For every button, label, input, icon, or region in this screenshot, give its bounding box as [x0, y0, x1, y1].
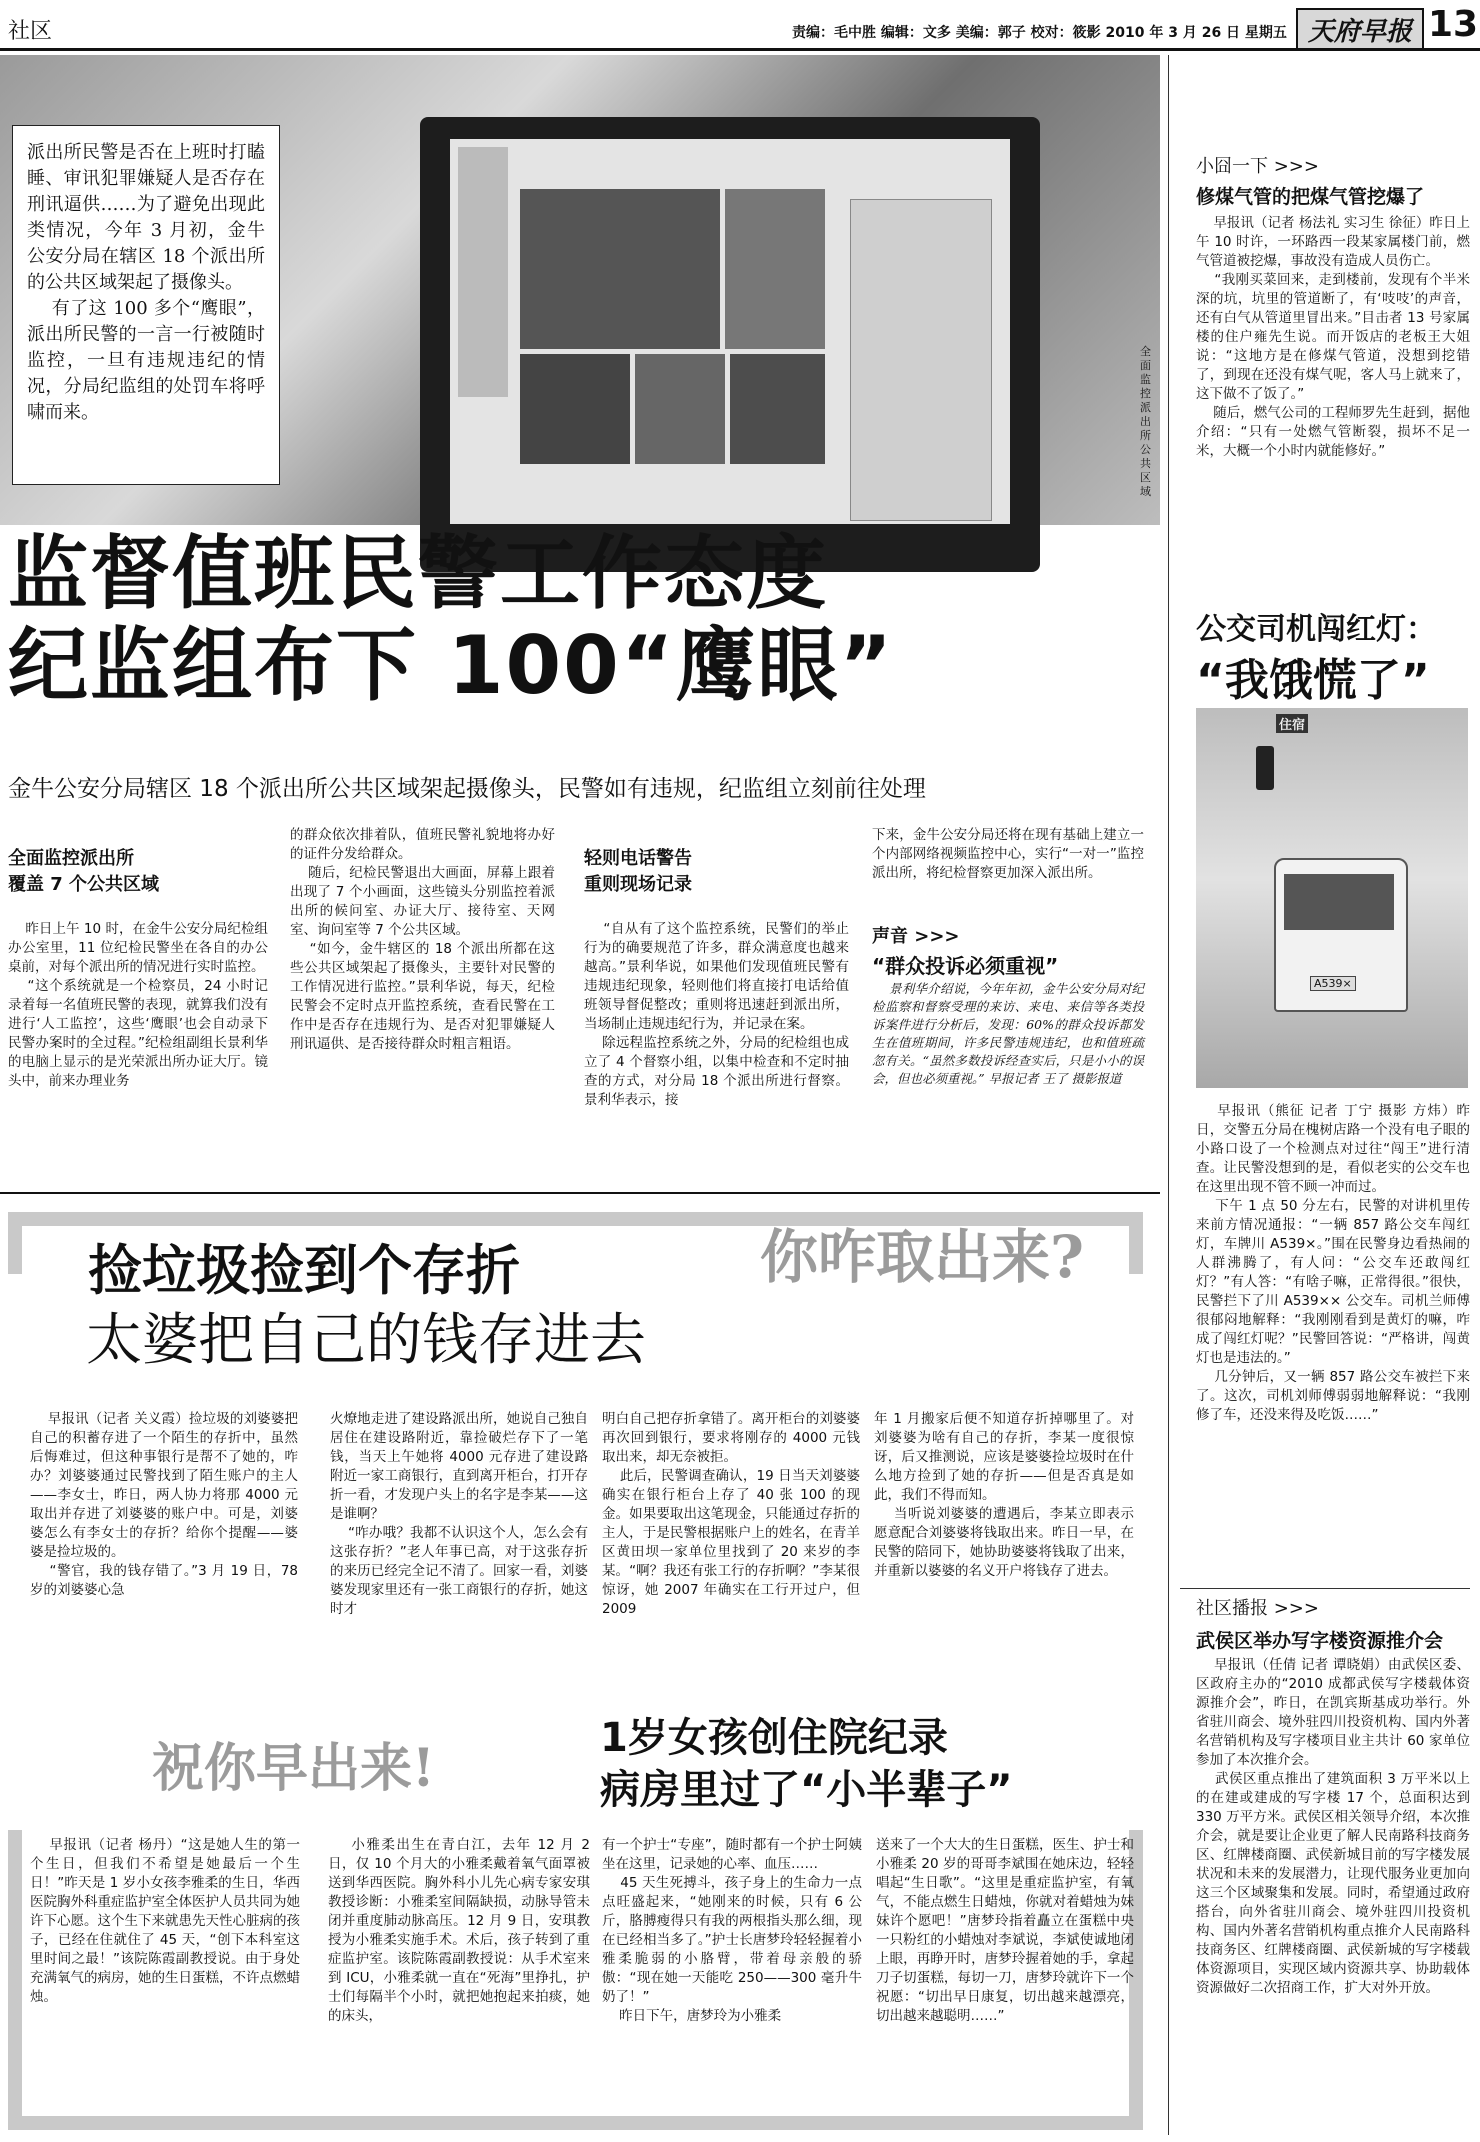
traffic-light [1256, 746, 1274, 790]
story3-ghost: 祝你早出来! [152, 1738, 435, 1799]
bus-image [1274, 858, 1408, 1012]
story3-col-4: 送来了一个大大的生日蛋糕，医生、护士和小雅柔 20 岁的哥哥李斌围在她床边，轻轻唱起“生日歌”。“这里是重症监护室，有氧气，不能点燃生日蜡烛，你就对着蜡烛为妹妹许个愿吧！”唐梦玲指着矗立在蛋糕中央一只粉红的小蜡烛对李斌说，李斌使诚地闭上眼，再睁开时，唐梦玲握着她的手，拿起刀子切蛋糕，每切一刀，唐梦玲就许下一个祝愿：“切出早日康复，切出越来越漂亮，切出越来越聪明……” [876, 1837, 1134, 2024]
logo-text: 天府早报 [1307, 16, 1412, 47]
sidebar-item-label-3: 社区播报 >>> [1196, 1598, 1319, 1619]
story3-col-2: 小雅柔出生在青白江，去年 12 月 2 日，仅 10 个月大的小雅柔戴着氧气面罩被送到华西医院。胸外科小儿先心病专家安琪教授诊断：小雅柔室间隔缺损，动脉导管未闭并重度肺动脉高压。12 月 9 日，安琪教授为小雅柔实施手术。术后，孩子转到了重症监护室。该院陈霞副教授说：从手术室来到 ICU，小雅柔就一直在“死海”里挣扎，护士们每隔半个小时，就把她抱起来拍痰，她的床头， [328, 1837, 595, 2024]
sidebar-title-2a: 公交司机闯红灯： [1196, 612, 1436, 647]
section-title-2: 轻则电话警告 重则现场记录 [584, 848, 692, 895]
lead-headline-2: 纪监组布下 100“鹰眼” [8, 619, 894, 712]
callout-text: 派出所民警是否在上班时打瞌睡、审讯犯罪嫌疑人是否存在刑讯逼供……为了避免出现此类情况，今年 3 月初，金牛公安分局在辖区 18 个派出所的公共区域架起了摄像头。 有了这 100 多个“鹰眼”，派出所民警的一言一行被随时监控，一旦有违规违纪的情况，分局纪监组的处罚车将呼啸而来。 [27, 142, 265, 423]
story2-col-3: 明白自己把存折拿错了。离开柜台的刘婆婆再次回到银行，要求将刚存的 4000 元钱取出来，却无奈被拒。 此后，民警调查确认，19 日当天刘婆婆确实在银行柜台上存了 40 张 100 的现金。如果要取出这笔现金，只能通过存折的主人，于是民警根据账户上的姓名，在青羊区黄田坝一家单位里找到了 20 来岁的李某。“啊？我还有张工行的存折啊？”李某很惊讶，她 2007 年确实在工行开过户，但 2009 [602, 1411, 860, 1617]
sidebar-text-3: 早报讯（任倩 记者 谭晓娟）由武侯区委、区政府主办的“2010 成都武侯写字楼载体资源推介会”，昨日，在凯宾斯基成功举行。外省驻川商会、境外驻四川投资机构、国内外著名营销机构及写字楼项目业主共计 60 家单位参加了本次推介会。 武侯区重点推出了建筑面积 3 万平米以上的在建或建成的写字楼 17 个，总面积达到 330 万平方米。武侯区相关领导介绍，本次推介会，就是要让企业更了解人民南路科技商务区、红牌楼商圈、武侯新城目前的写字楼发展状况和未来的发展潜力，让现代服务业更加向这三个区域聚集和发展。同时，希望通过政府搭台，向外省驻川商会、境外驻四川投资机构、国内外著名营销机构重点推介人民南路科技商务区、红牌楼商圈、武侯新城的写字楼载体资源项目，实现区域内资源共享、协助载体资源做好二次招商工作，扩大对外开放。 [1196, 1657, 1470, 1996]
bus-plate: A539× [1310, 976, 1356, 991]
lead-col-4: 下来，金牛公安分局还将在现有基础上建立一个内部网络视频监控中心，实行“一对一”监控派出所，将纪检督察更加深入派出所。 [872, 827, 1144, 881]
story2-col-4: 年 1 月搬家后便不知道存折掉哪里了。对刘婆婆为啥有自己的存折，李某一度很惊讶，后又推测说，应该是婆婆捡垃圾时在什么地方捡到了她的存折——但是否真是如此，我们不得而知。 当听说刘婆婆的遭遇后，李某立即表示愿意配合刘婆婆将钱取出来。昨日一早，在民警的陪同下，她协助婆婆将钱取了出来，并重新以婆婆的名义开户将钱存了进去。 [874, 1411, 1135, 1579]
sidebar-divider [1180, 1588, 1470, 1589]
story2-col-2: 火燎地走进了建设路派出所，她说自己独自居住在建设路附近，靠捡破烂存下了一笔钱，当天上午她将 4000 元存进了建设路附近一家工商银行，直到离开柜台，打开存折一看，才发现户头上的名字是李某——这是谁啊？ “咋办哦？我都不认识这个人，怎么会有这张存折？”老人年事已高，对于这张存折的来历已经完全记不清了。回家一看，刘婆婆发现家里还有一张工商银行的存折，她这时才 [330, 1411, 588, 1617]
sidebar-text-1: 早报讯（记者 杨法礼 实习生 徐征）昨日上午 10 时许，一环路西一段某家属楼门前，燃气管道被挖爆，事故没有造成人员伤亡。 “我刚买菜回来，走到楼前，发现有个半米深的坑，坑里的管道断了，有‘吱吱’的声音，还有白气从管道里冒出来。”目击者 13 号家属楼的住户雍先生说。而开饭店的老板王大姐说：“这地方是在修煤气管道，没想到挖错了，到现在还没有煤气呢，客人马上就来了，这下做不了饭了。” 随后，燃气公司的工程师罗先生赶到，据他介绍：“只有一处燃气管断裂，损坏不足一米，大概一个小时内就能修好。” [1196, 215, 1471, 459]
lead-subhead: 金牛公安分局辖区 18 个派出所公共区域架起摄像头，民警如有违规，纪监组立刻前往处理 [8, 776, 926, 802]
story-divider [0, 1192, 1160, 1194]
voice-title: “群众投诉必须重视” [872, 954, 1059, 978]
header-rule [0, 48, 1480, 51]
story2-headline-a: 捡垃圾捡到个存折 [88, 1239, 520, 1302]
story2-col-1: 早报讯（记者 关义霞）捡垃圾的刘婆婆把自己的积蓄存进了一个陌生的存折中，虽然后悔难过，但这种事银行是帮不了她的，咋办？刘婆婆通过民警找到了陌生账户的主人——李女士，昨日，两人协力将那 4000 元取出并存进了刘婆婆的账户中。可是，刘婆婆怎么有李女士的存折？给你个提醒——婆婆是捡垃圾的。 “警官，我的钱存错了。”3 月 19 日，78 岁的刘婆婆心急 [30, 1411, 299, 1598]
story2-headline-b: 太婆把自己的钱存进去 [86, 1308, 646, 1373]
story3-col-1: 早报讯（记者 杨丹）“这是她人生的第一个生日，但我们不希望是她最后一个生日！”昨天是 1 岁小女孩李雅柔的生日，华西医院胸外科重症监护室全体医护人员共同为她许下心愿。这个生下来就患先天性心脏病的孩子，已经在住就住了 45 天，“创下本科室这里时间之最！”该院陈霞副教授说。由于身处充满氧气的病房，她的生日蛋糕，不许点燃蜡烛。 [30, 1837, 300, 2005]
story3-col-3: 有一个护士“专座”，随时都有一个护士阿姨坐在这里，记录她的心率、血压…… 45 天生死搏斗，孩子身上的生命力一点点旺盛起来，“她刚来的时候，只有 6 公斤，胳膊瘦得只有我的两根指头那么细，现在已经相当多了。”护士长唐梦玲轻轻握着小雅柔脆弱的小胳臂，带着母亲般的骄傲：“现在她一天能吃 250——300 毫升牛奶了！” 昨日下午，唐梦玲为小雅柔 [602, 1837, 862, 2024]
sidebar-item-label-1: 小囧一下 >>> [1196, 156, 1319, 177]
section-label: 社区 [8, 19, 53, 44]
sidebar-title-1: 修煤气管的把煤气管挖爆了 [1196, 186, 1425, 208]
monitor-image [420, 117, 1040, 572]
story3-headline-a: 1岁女孩创住院纪录 [600, 1715, 948, 1761]
sidebar-rule [1168, 55, 1169, 2135]
masthead-logo [1296, 8, 1424, 50]
page-number: 13 [1428, 4, 1479, 45]
lead-callout [12, 125, 280, 485]
voice-text: 景利华介绍说，今年年初，金牛公安分局对纪检监察和督察受理的来访、来电、来信等各类投诉案件进行分析后，发现：60%的群众投诉都发生在值班期间，许多民警违规违纪，也和值班疏忽有关。“虽然多数投诉经查实后，只是小小的误会，但也必须重视。” 早报记者 王了 摄影报道 [872, 981, 1144, 1086]
lead-headline-1: 监督值班民警工作态度 [8, 527, 828, 620]
photo-caption: 全面监控派出所公共区域 [1140, 345, 1151, 498]
story3-headline-b: 病房里过了“小半辈子” [600, 1767, 1013, 1813]
sidebar-text-2: 早报讯（熊征 记者 丁宁 摄影 方炜）昨日，交警五分局在槐树店路一个没有电子眼的小路口设了一个检测点对过往“闯王”进行清查。让民警没想到的是，看似老实的公交车也在这里出现不管不顾一冲而过。 下午 1 点 50 分左右，民警的对讲机里传来前方情况通报：“一辆 857 路公交车闯红灯，车牌川 A539×。”围在民警身边看热闹的人群沸腾了，有人问：“公交车还敢闯红灯？”有人答：“有啥子嘛，正常得很。”很快，民警拦下了川 A539×× 公交车。司机兰师傅很郁闷地解释：“我刚刚看到是黄灯的嘛，咋成了闯红灯呢？”民警回答说：“严格讲，闯黄灯也是违法的。” 几分钟后，又一辆 857 路公交车被拦下来了。这次，司机刘师傅弱弱地解释说：“我刚修了车，还没来得及吃饭……” [1196, 1103, 1471, 1423]
lead-col-3: “自从有了这个监控系统，民警们的举止行为的确要规范了许多，群众满意度也越来越高。”景利华说，如果他们发现值班民警有违规违纪现象，轻则他们将直接打电话给值班领导督促整改；重则将迅速赶到派出所，当场制止违规违纪行为，并记录在案。 除远程监控系统之外，分局的纪检组也成立了 4 个督察小组，以集中检查和不定时抽查的方式，对分局 18 个派出所进行督察。景利华表示，接 [584, 921, 850, 1108]
section-title-1: 全面监控派出所 覆盖 7 个公共区域 [8, 848, 160, 895]
lead-col-2: 的群众依次排着队，值班民警礼貌地将办好的证件分发给群众。 随后，纪检民警退出大画面，屏幕上跟着出现了 7 个小画面，这些镜头分别监控着派出所的候问室、办证大厅、接待室、天网室、询问室等 7 个公共区域。 “如今，金牛辖区的 18 个派出所都在这些公共区域架起了摄像头，主要针对民警的工作情况进行监控。”景利华说，每天，纪检民警会不定时点开监控系统，查看民警在工作中是否存在违规行为、是否对犯罪嫌疑人刑讯逼供、是否接待群众时粗言粗语。 [290, 827, 556, 1052]
voice-label: 声音 >>> [872, 926, 960, 947]
monitor-screen [450, 139, 1010, 524]
shop-sign: 住宿 [1276, 714, 1308, 733]
sidebar-title-2b: “我饿慌了” [1196, 655, 1430, 706]
sidebar-title-3: 武侯区举办写字楼资源推介会 [1196, 1630, 1444, 1652]
story2-ghost: 你咋取出来? [760, 1223, 1084, 1291]
bus-photo [1196, 708, 1468, 1088]
credits-line: 责编：毛中胜 编辑：文多 美编：郭子 校对：筱影 2010 年 3 月 26 日 星期五 [792, 25, 1287, 41]
lead-col-1: 昨日上午 10 时，在金牛公安分局纪检组办公室里，11 位纪检民警坐在各自的办公桌前，对每个派出所的情况进行实时监控。 “这个系统就是一个检察员，24 小时记录着每一名值班民警的表现，就算我们没有进行‘人工监控’，这些‘鹰眼’也会自动录下民警办案时的全过程。”纪检组副组长景利华的电脑上显示的是光荣派出所办证大厅。镜头中，前来办理业务 [8, 921, 268, 1089]
